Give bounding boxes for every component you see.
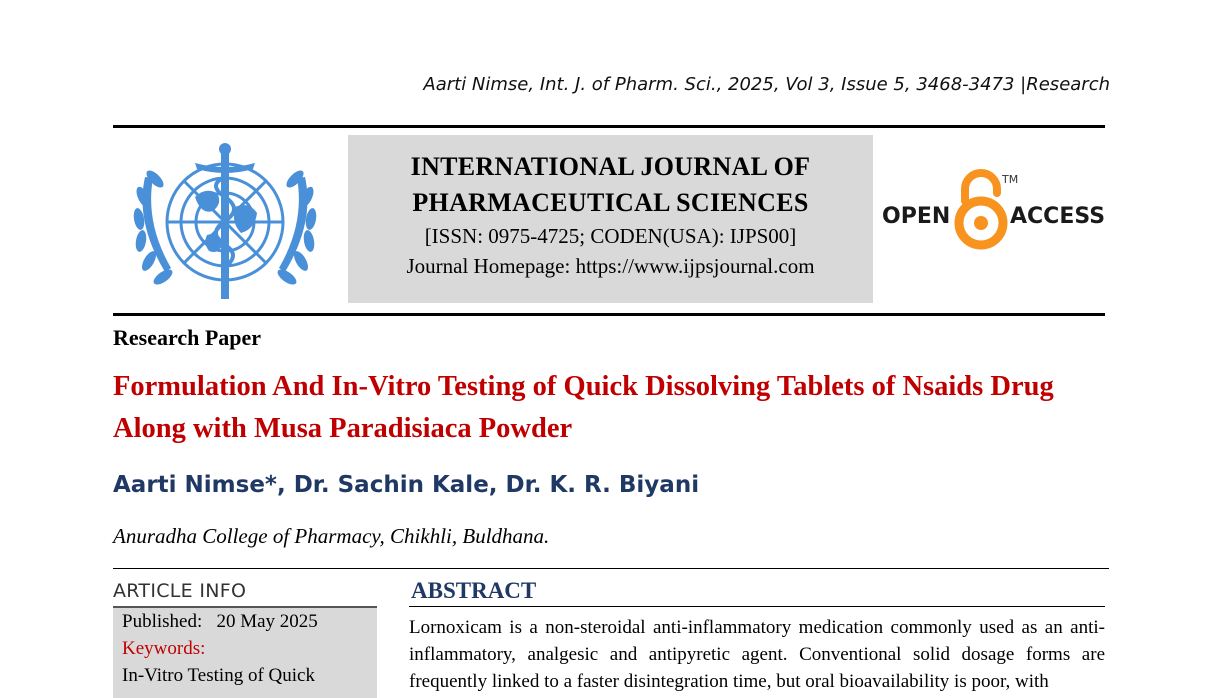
- article-title: Formulation And In-Vitro Testing of Quick Dissolving Tablets of Nsaids Drug Along with Musa Paradisiaca Powder: [113, 371, 1054, 444]
- author-affiliation: Anuradha College of Pharmacy, Chikhli, Buldhana.: [113, 524, 550, 548]
- keywords-label: Keywords:: [122, 638, 206, 659]
- article-info-heading: ARTICLE INFO: [113, 580, 247, 602]
- top-rule: [113, 125, 1105, 128]
- published-date: 20 May 2025: [216, 611, 318, 632]
- journal-title-line1: INTERNATIONAL JOURNAL OF: [410, 152, 811, 181]
- abstract-heading: ABSTRACT: [411, 578, 537, 603]
- journal-title-line2: PHARMACEUTICAL SCIENCES: [412, 188, 809, 217]
- journal-info-box: [348, 135, 873, 303]
- open-text: OPEN: [882, 204, 951, 229]
- section-label: Research Paper: [113, 325, 262, 350]
- header-bottom-rule: [113, 313, 1105, 316]
- published-label: Published:: [122, 611, 203, 632]
- article-authors: Aarti Nimse*, Dr. Sachin Kale, Dr. K. R. Biyani: [113, 472, 700, 498]
- open-access-logo: [880, 165, 1110, 255]
- access-text: ACCESS: [1010, 204, 1106, 229]
- citation-header: Aarti Nimse, Int. J. of Pharm. Sci., 2025, Vol 3, Issue 5, 3468-3473 |Research: [423, 74, 1110, 95]
- keywords-text: In-Vitro Testing of Quick: [122, 665, 315, 686]
- article-info-box: [113, 608, 377, 698]
- abstract-text: Lornoxicam is a non-steroidal anti-inflammatory medication commonly used as an anti-inflammatory, analgesic and antipyretic agent. Conventional solid dosage forms are frequently linked to a faster disintegration time, but oral bioavailability is poor, with: [409, 617, 1105, 692]
- journal-emblem-logo: [125, 137, 325, 307]
- abstract-rule: [409, 606, 1105, 607]
- trademark-text: TM: [1002, 173, 1019, 186]
- published-row: [122, 608, 377, 635]
- journal-issn: [ISSN: 0975-4725; CODEN(USA): IJPS00]: [424, 224, 797, 248]
- journal-homepage[interactable]: Journal Homepage: https://www.ijpsjournal.com: [406, 254, 815, 278]
- section-divider: [113, 568, 1109, 569]
